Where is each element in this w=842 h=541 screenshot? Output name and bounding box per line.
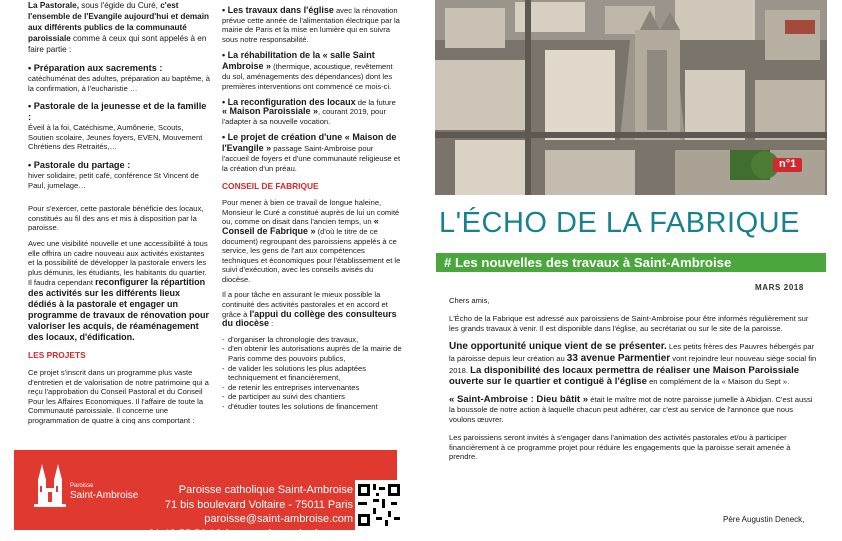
qr-code [355,480,403,530]
letter-greeting: Chers amis, [449,296,819,306]
conseil-tasks-intro: Il a pour tâche en assurant le mieux possible la continuité des activités pastorales et en accord et grâce à l'appui du collège des consulteurs du diocèse : [222,290,402,328]
logo-name-text: Saint-Ambroise [70,490,139,501]
conseil-paragraph: Pour mener à bien ce travail de longue haleine, Monsieur le Curé a constitué auprès de lui un comité ou, comme on disait dans l'ancien temps, un « Conseil de Fabrique » (d'où le titre de ce document) regroupant des paroissiens appelés à ce service, les gens de l'art aux compétences techniques et économiques pour l'établissement et le suivi d'exécution, avec les conseils avisés du diocèse. [222,198,402,284]
pastorale-item-text: catéchuménat des adultes, préparation au baptême, à la confirmation, à l'eucharistie … [28,74,210,93]
project-reconfiguration: • La reconfiguration des locaux de la future « Maison Paroissiale », courant 2019, pour l'adapter à sa nouvelle vocation. [222,98,402,127]
contact-address: 71 bis boulevard Voltaire - 75011 Paris [148,498,353,513]
project-travaux: • Les travaux dans l'église avec la rénovation prévue cette année de l'alimentation électrique par la mairie de Paris et la mise en lumière qui en suivra sous notre responsabilité. [222,6,402,44]
contact-name: Paroisse catholique Saint-Ambroise [148,483,353,498]
left-column [28,0,210,431]
signature: Père Augustin Deneck, [723,515,804,525]
list-item: - d'étudier toutes les solutions de financement [222,402,402,412]
newsletter-title: L'ÉCHO DE LA FABRIQUE [439,207,800,239]
issue-badge: n°1 [773,158,802,172]
project-maison-evangile: • Le projet de création d'une « Maison de l'Evangile » passage Saint-Ambroise pour l'accueil de foyers et d'une communauté religieuse et la création d'un préau. [222,132,402,173]
contact-email[interactable]: paroisse@saint-ambroise.com [148,512,353,527]
list-item: - de retenir les entreprises intervenantes [222,383,402,393]
contact-info [148,483,353,541]
list-item: - d'en obtenir les autorisations auprès de la mairie de Paris comme des pouvoirs publics, [222,344,402,363]
editorial-letter [449,296,819,470]
projets-paragraph: Ce projet s'inscrit dans un programme plus vaste d'entretien et de valorisation de notre patrimoine qui a reçu l'approbation du Conseil Pastoral et du Conseil Pour les Affaires Economiques. Il l'affaire de toute la Communauté paroissiale. Il concerne une programmation de quatre à cinq ans comportant : [28,368,210,426]
contact-phone-web[interactable]: 01 43 55 56 18 / www.saint-ambroise.com [148,527,353,541]
middle-column [222,0,402,412]
list-item: - de participer au suivi des chantiers [222,392,402,402]
project-salle: • La réhabilitation de la « salle Saint Ambroise » (thermique, acoustique, revêtement du sol, aménagements des dépendances) dont les premières interventions ont commencé ce mois-ci. [222,50,402,91]
pastorale-item-text: hiver solidaire, petit café, conférence St Vincent de Paul, jumelage… [28,171,210,190]
pastorale-item [28,160,210,190]
pastorale-item [28,63,210,93]
list-item: - d'organiser la chronologie des travaux, [222,335,402,345]
visibilite-paragraph: Avec une visibilité nouvelle et une accessibilité à tous elle offrira un cadre nouveau aux activités existantes et la possibilité de développer la pastorale envers les plus démunis, les étudiants, les habitants du quartier. Il faudra cependant reconfigurer la répartition des activités sur les différents lieux dédiés à la pastorale et engager un programme de travaux de rénovation pour valoriser les acquis, de réaménagement des locaux, d'édification. [28,239,210,343]
pastorale-item-title: • Pastorale du partage : [28,160,210,171]
qr-code-icon [358,483,400,527]
letter-opportunity: Une opportunité unique vient de se présenter. Les petits frères des Pauvres hébergés par la paroisse depuis leur création au 33 avenue Parmentier vont rejoindre leur nouveau siège social fin 2018. La disponibilité des locaux permettra de réaliser une Maison Paroissiale ouverte sur le quartier et contiguë à l'église en complément de la « Maison du Sept ». [449,341,819,387]
locaux-paragraph: Pour s'exercer, cette pastorale bénéficie des locaux, constitués au fil des ans et mis à disposition par la paroisse. [28,204,210,233]
aerial-photo-image [435,0,827,195]
intro-paragraph: La Pastorale, sous l'égide du Curé, c'est l'ensemble de l'Evangile aujourd'hui et demain aux différents publics de la communauté paroissiale comme à ceux qui sont appelés à en faire partie : [28,0,210,55]
list-item: - de valider les solutions les plus adaptées techniquement et financièrement, [222,364,402,383]
newsletter-subtitle-banner: # Les nouvelles des travaux à Saint-Ambroise [436,253,826,272]
conseil-heading: CONSEIL DE FABRIQUE [222,182,402,192]
pastorale-item-text: Éveil à la foi, Catéchisme, Aumônerie, Scouts, Soutien scolaire, Jeunes foyers, EVEN, Mouvement Chrétiens des Retraités,… [28,123,210,152]
church-aerial-photo [435,0,827,195]
issue-date: MARS 2018 [755,283,804,293]
contact-footer [14,450,397,530]
logo-small-text: Paroisse [70,483,94,489]
letter-dieu-batit: « Saint-Ambroise : Dieu bâtit » était le maître mot de notre paroisse jumelle à Abidjan. C'est aussi la boussole de notre action à laquelle chacun peut adhérer, car c'est au service de l'annonce que nous voulons œuvrer. [449,395,819,424]
letter-intro: L'Écho de la Fabrique est adressé aux paroissiens de Saint-Ambroise pour être informés régulièrement sur les grands travaux à venir. Il est disponible dans l'église, au secrétariat ou sur le site de la paroisse. [449,314,819,334]
pastorale-item-title: • Préparation aux sacrements : [28,63,210,74]
church-icon [24,462,114,522]
pastorale-item [28,101,210,152]
conseil-task-list [222,335,402,412]
letter-invitation: Les paroissiens seront invités à s'engager dans l'animation des activités pastorales et/ou à participer financièrement à ce programme projet pour réduire les engagements que la paroisse serait amenée à prendre. [449,433,819,462]
parish-logo [24,462,114,522]
projets-heading: LES PROJETS [28,351,210,361]
pastorale-item-title: • Pastorale de la jeunesse et de la famille : [28,101,210,123]
